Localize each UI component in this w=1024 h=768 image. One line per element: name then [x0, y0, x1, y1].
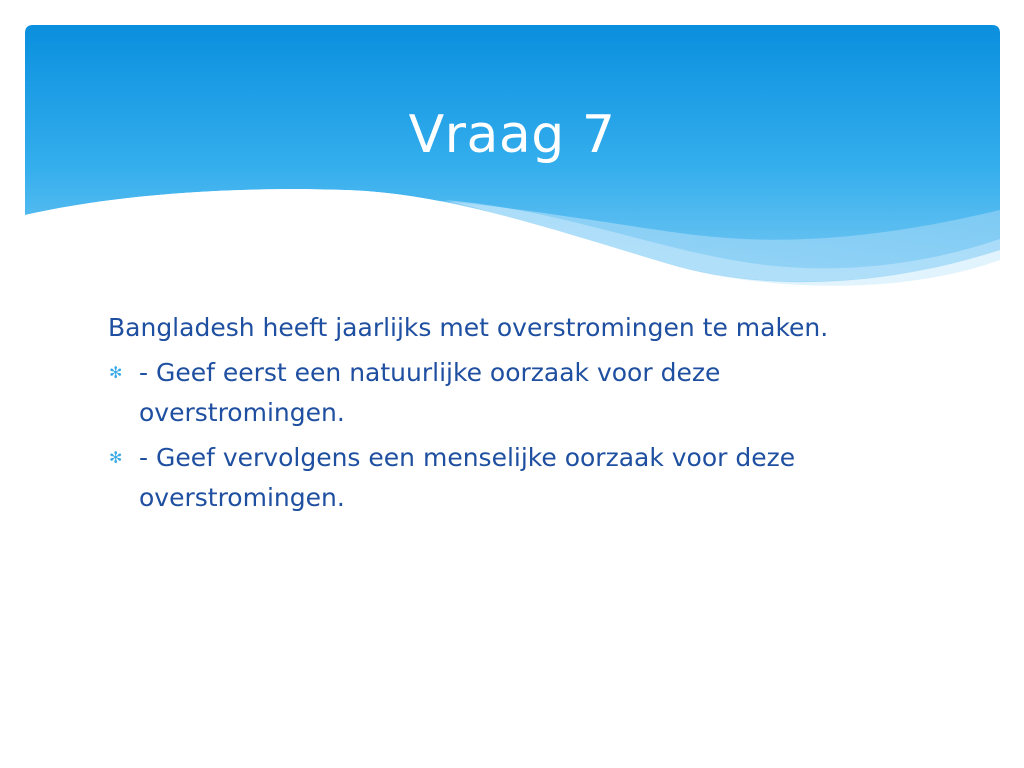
asterisk-bullet-icon: ✻: [109, 448, 123, 467]
bullet-text: - Geef vervolgens een menselijke oorzaak voor deze overstromingen.: [139, 443, 796, 512]
asterisk-bullet-icon: ✻: [109, 363, 123, 382]
bullet-list: [108, 353, 908, 518]
intro-text: Bangladesh heeft jaarlijks met overstromingen te maken.: [108, 313, 829, 342]
slide-body: [108, 308, 908, 523]
slide-title: Vraag 7: [408, 105, 616, 165]
title-banner: [25, 25, 1000, 290]
list-item: [108, 353, 908, 433]
bullet-text: - Geef eerst een natuurlijke oorzaak voor deze overstromingen.: [139, 358, 721, 427]
list-item: [108, 438, 908, 518]
